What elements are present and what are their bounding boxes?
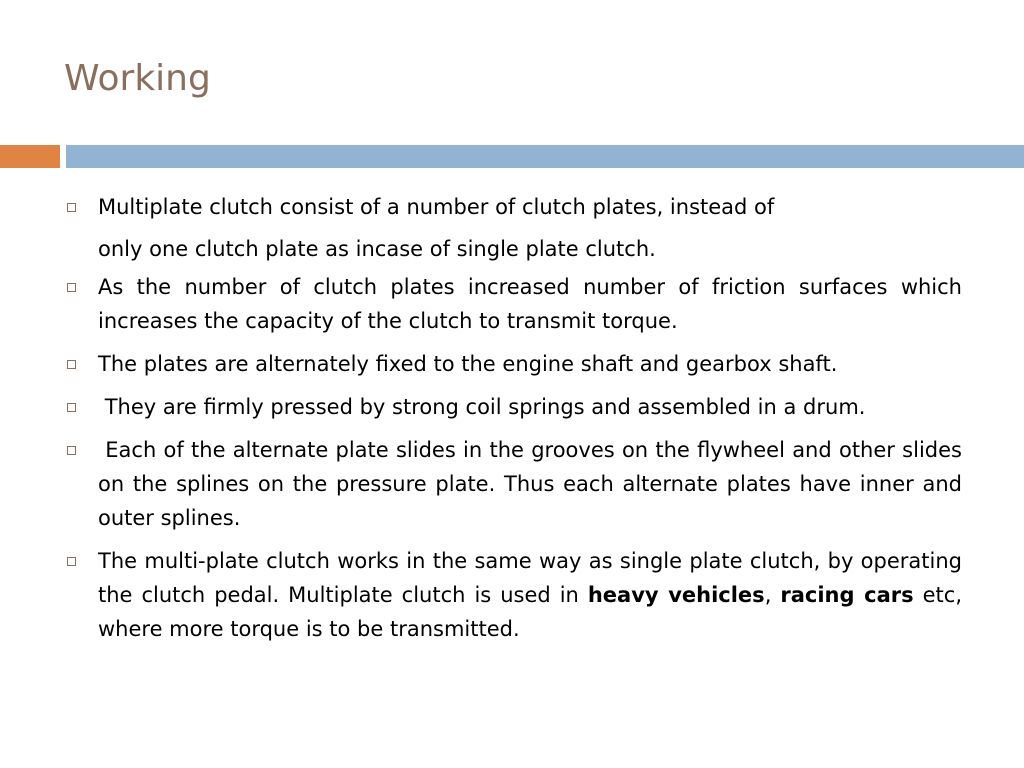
bullet-text: The multi-plate clutch works in the same way as single plate clutch, by operating the clutch pedal. Multiplate clutch is used in [98, 549, 962, 607]
bullet-text: As the number of clutch plates increased number of friction surfaces which increases the capacity of the clutch to transmit torque. [98, 275, 962, 333]
square-bullet-icon [67, 203, 76, 212]
square-bullet-icon [67, 403, 76, 412]
bold-term-racing-cars: racing cars [780, 583, 914, 607]
bullet-text: They are firmly pressed by strong coil springs and assembled in a drum. [98, 395, 866, 419]
bullet-item [64, 190, 962, 266]
bullet-text: Each of the alternate plate slides in the grooves on the flywheel and other slides on the splines on the pressure plate. Thus each alternate plates have inner and outer splines. [98, 438, 969, 530]
bullet-item [64, 433, 969, 535]
bullet-item [64, 390, 962, 424]
bullet-text: Multiplate clutch consist of a number of clutch plates, instead of [98, 195, 775, 219]
bullet-item [64, 347, 962, 381]
bullet-list [64, 190, 969, 655]
square-bullet-icon [67, 360, 76, 369]
slide-title: Working [64, 58, 211, 99]
bullet-item [64, 270, 962, 338]
square-bullet-icon [67, 446, 76, 455]
square-bullet-icon [67, 557, 76, 566]
bullet-text: only one clutch plate as incase of single plate clutch. [98, 237, 656, 261]
separator: , [764, 583, 781, 607]
bullet-item [64, 544, 969, 646]
accent-bar-orange [0, 145, 60, 168]
accent-bar-blue [66, 145, 1024, 168]
bullet-text: etc, where more torque is to be transmitted. [98, 583, 969, 641]
bold-term-heavy-vehicles: heavy vehicles [587, 583, 765, 607]
square-bullet-icon [67, 283, 76, 292]
bullet-text: The plates are alternately fixed to the engine shaft and gearbox shaft. [98, 352, 838, 376]
